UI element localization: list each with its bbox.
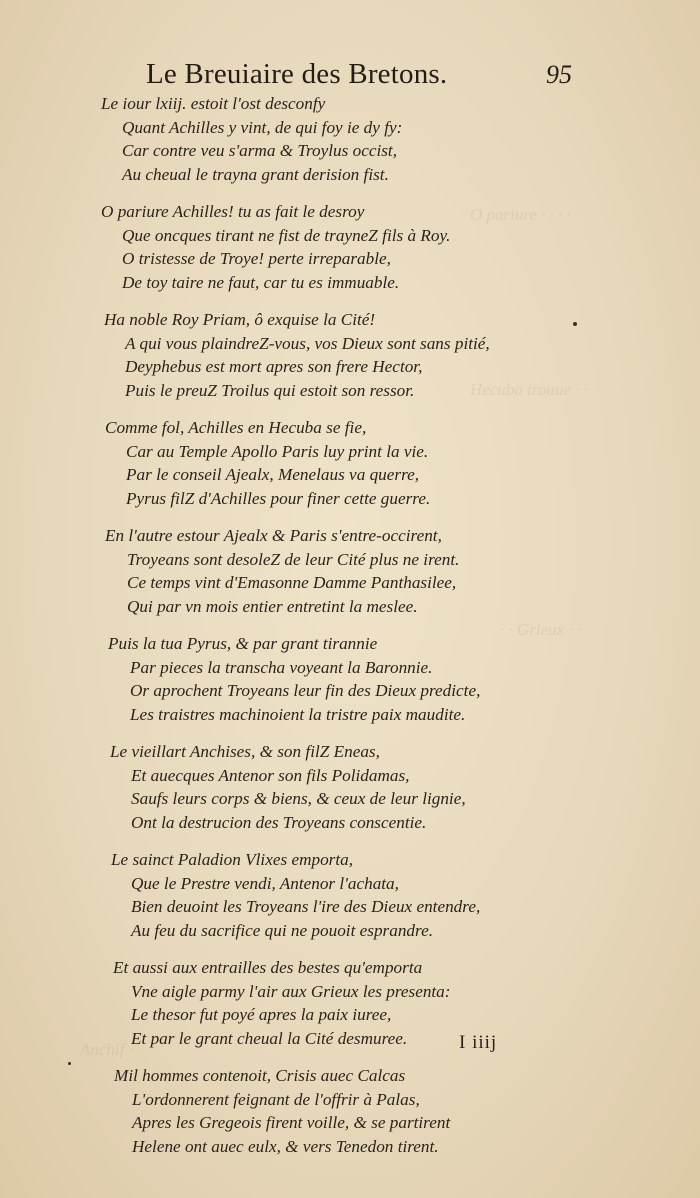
- verse-line: Au feu du sacrifice qui ne pouoit esprandre.: [131, 920, 434, 940]
- bleed-through-text: O pariure · · · ·: [470, 205, 571, 224]
- verse-line: O pariure Achilles! tu as fait le desroy: [101, 202, 365, 221]
- verse-line: Pyrus filZ d'Achilles pour finer cette guerre.: [126, 488, 431, 508]
- bleed-through-text: · · Grieux · ·: [500, 620, 582, 639]
- verse-line: Car au Temple Apollo Paris luy print la vie.: [126, 441, 429, 461]
- verse-line: Vne aigle parmy l'air aux Grieux les presenta:: [131, 981, 451, 1001]
- verse-line: Comme fol, Achilles en Hecuba se fie,: [105, 418, 367, 437]
- verse-line: Or aprochent Troyeans leur fin des Dieux predicte,: [130, 681, 481, 700]
- verse-line: Par pieces la transcha voyeant la Baronnie.: [130, 657, 433, 677]
- signature-mark: I iiij: [459, 1032, 498, 1053]
- verse-line: L'ordonnerent feignant de l'offrir à Palas,: [132, 1089, 420, 1109]
- verse-line: Qui par vn mois entier entretint la meslee.: [127, 596, 418, 616]
- verse-line: Le vieillart Anchises, & son filZ Eneas,: [110, 742, 380, 761]
- verse-line: Ce temps vint d'Emasonne Damme Panthasilee,: [127, 573, 457, 592]
- verse-line: Et par le grant cheual la Cité desmuree.: [131, 1028, 408, 1048]
- stanza: [0, 92, 700, 186]
- verse-line: Ont la destrucion des Troyeans conscentie.: [131, 812, 427, 832]
- stanza: [0, 416, 700, 510]
- running-title: Le Breuiaire des Bretons.: [146, 58, 448, 90]
- verse-line: Le thesor fut poyé apres la paix iuree,: [131, 1005, 392, 1024]
- bleed-through-text: Hecuba trouue · ·: [470, 380, 588, 399]
- verse-line: De toy taire ne faut, car tu es immuable.: [122, 272, 400, 292]
- bleed-through-text: Anchif ·: [80, 1040, 133, 1059]
- verse-line: Et aussi aux entrailles des bestes qu'emporta: [113, 958, 423, 977]
- verse-line: En l'autre estour Ajealx & Paris s'entre-occirent,: [105, 526, 442, 545]
- verse-line: Puis la tua Pyrus, & par grant tirannie: [108, 634, 378, 653]
- verse-line: O tristesse de Troye! perte irreparable,: [122, 249, 391, 268]
- stanza: [0, 308, 700, 402]
- verse-line: A qui vous plaindreZ-vous, vos Dieux sont sans pitié,: [125, 333, 490, 353]
- stanza: [0, 848, 700, 942]
- verse-line: Deyphebus est mort apres son frere Hector,: [125, 357, 423, 376]
- verse-line: Apres les Gregeois firent voille, & se partirent: [132, 1113, 451, 1132]
- verse-line: Troyeans sont desoleZ de leur Cité plus ne irent.: [127, 549, 460, 569]
- verse-line: Au cheual le trayna grant derision fist.: [122, 164, 389, 184]
- verse-line: Saufs leurs corps & biens, & ceux de leur lignie,: [131, 789, 466, 808]
- ink-speck: [68, 1062, 71, 1065]
- stanza: [0, 956, 700, 1050]
- verse-line: Par le conseil Ajealx, Menelaus va querre,: [126, 465, 420, 484]
- stanza: [0, 1064, 700, 1158]
- verse-line: Ha noble Roy Priam, ô exquise la Cité!: [104, 310, 376, 329]
- stanza: [0, 740, 700, 834]
- page-number: 95: [546, 60, 572, 89]
- verse-line: Car contre veu s'arma & Troylus occist,: [122, 141, 397, 160]
- verse-line: Que oncques tirant ne fist de trayneZ fils à Roy.: [122, 225, 451, 245]
- ink-speck: [573, 322, 577, 326]
- verse-line: Que le Prestre vendi, Antenor l'achata,: [131, 873, 399, 893]
- poem-text: [0, 92, 700, 1172]
- verse-line: Le sainct Paladion Vlixes emporta,: [111, 850, 354, 869]
- stanza: [0, 200, 700, 294]
- verse-line: Mil hommes contenoit, Crisis auec Calcas: [114, 1066, 406, 1085]
- verse-line: Puis le preuZ Troilus qui estoit son ressor.: [125, 380, 415, 400]
- verse-line: Bien deuoint les Troyeans l'ire des Dieux entendre,: [131, 897, 481, 916]
- verse-line: Helene ont auec eulx, & vers Tenedon tirent.: [132, 1136, 439, 1156]
- stanza: [0, 524, 700, 618]
- verse-line: Le iour lxiij. estoit l'ost desconfy: [101, 94, 326, 113]
- stanza: [0, 632, 700, 726]
- verse-line: Les traistres machinoient la tristre paix maudite.: [130, 704, 466, 724]
- verse-line: Quant Achilles y vint, de qui foy ie dy fy:: [122, 117, 403, 137]
- verse-line: Et auecques Antenor son fils Polidamas,: [131, 765, 410, 785]
